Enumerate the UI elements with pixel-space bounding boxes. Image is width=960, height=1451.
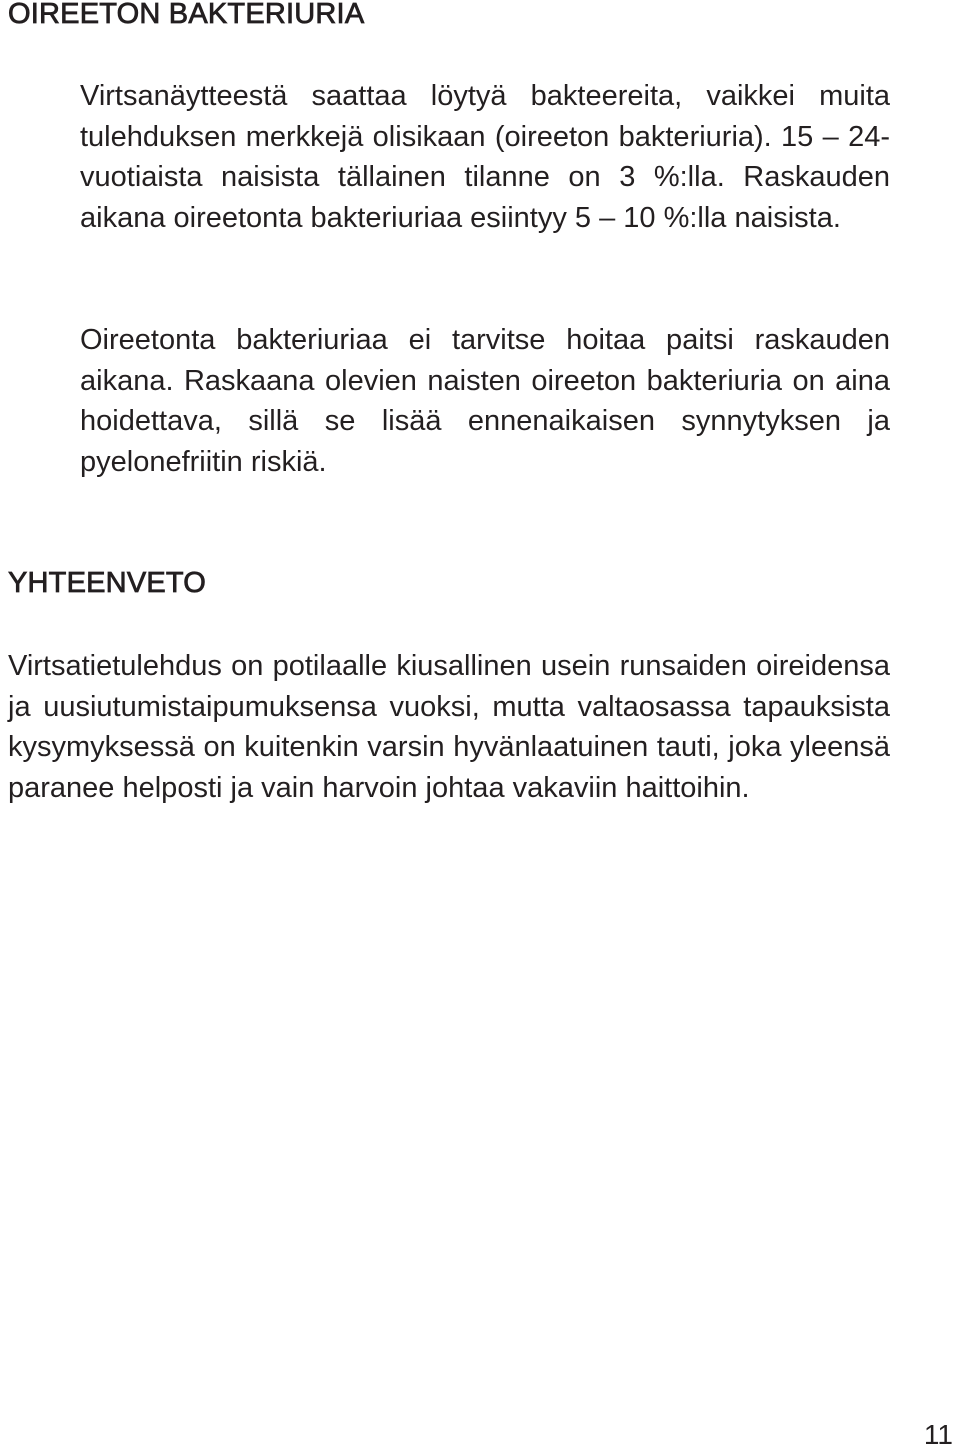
page-number: 11 — [923, 1419, 953, 1450]
section-heading-oireeton-bakteriuria: OIREETON BAKTERIURIA — [8, 0, 365, 30]
section-heading-yhteenveto: YHTEENVETO — [8, 567, 207, 599]
paragraph-bakteriuria-intro: Virtsanäytteestä saattaa löytyä bakteereita, vaikkei muita tulehduksen merkkejä olisikaan (oireeton bakteriuria). 15 – 24-vuotiaista naisista tällainen tilanne on 3 %:lla. Raskauden aikana oireetonta bakteriuriaa esiintyy 5 – 10 %:lla naisista. — [80, 80, 890, 234]
paragraph-bakteriuria-treatment: Oireetonta bakteriuriaa ei tarvitse hoitaa paitsi raskauden aikana. Raskaana olevien naisten oireeton bakteriuria on aina hoidettava, sillä se lisää ennenaikaisen synnytyksen ja pyelonefriitin riskiä. — [80, 324, 890, 478]
paragraph-summary: Virtsatietulehdus on potilaalle kiusallinen usein runsaiden oireidensa ja uusiutumistaipumuksensa vuoksi, mutta valtaosassa tapauksista kysymyksessä on kuitenkin varsin hyvänlaatuinen tauti, joka yleensä paranee helposti ja vain harvoin johtaa vakaviin haittoihin. — [8, 650, 890, 804]
